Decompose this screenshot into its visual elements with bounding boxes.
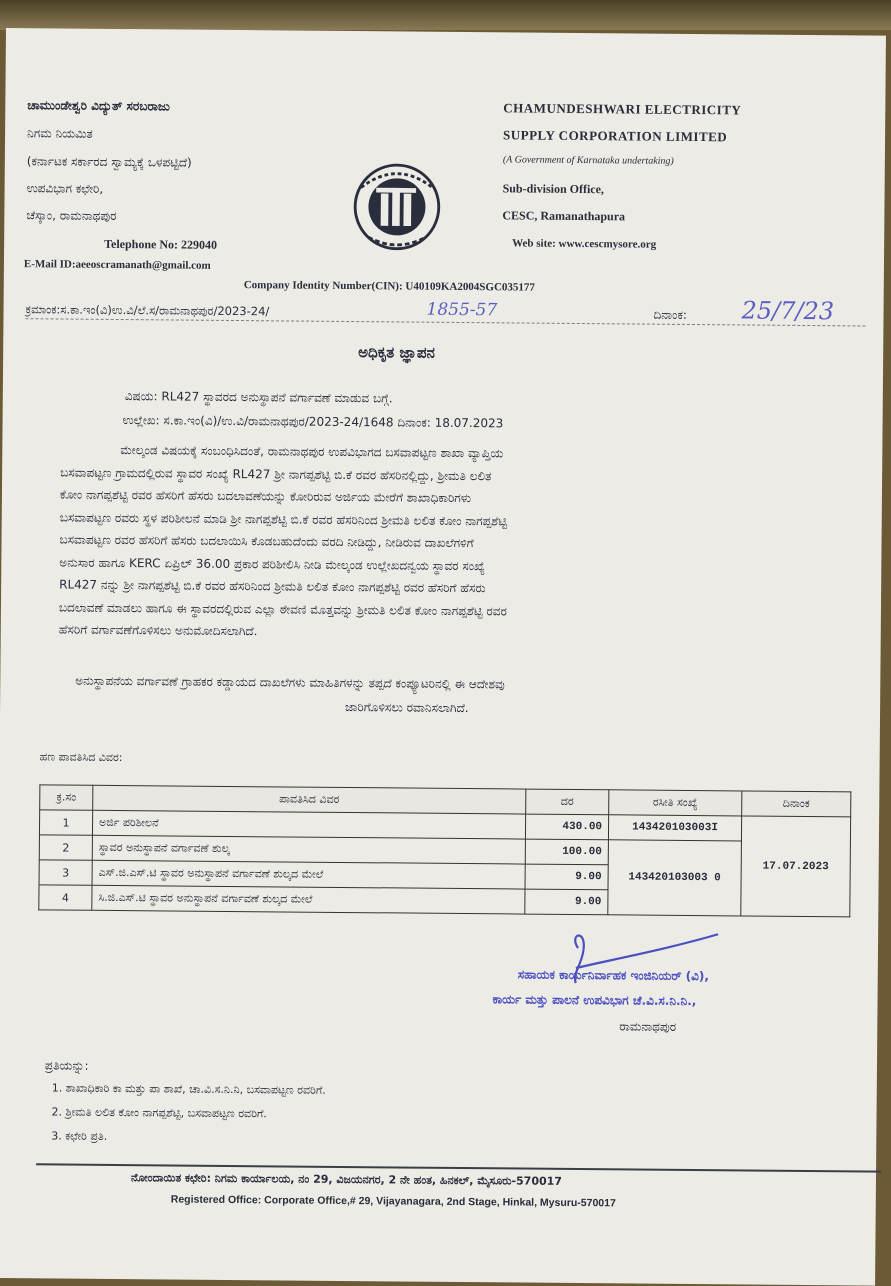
- handwritten-date: 25/7/23: [741, 296, 835, 326]
- col-header-amount: ದರ: [526, 789, 609, 815]
- copy-item: 2. ಶ್ರೀಮತಿ ಲಲಿತ ಕೋಂ ನಾಗಪ್ಪಶೆಟ್ಟಿ, ಬಸವಾಪಟ್ಟಣ ರವರಿಗೆ.: [51, 1105, 267, 1121]
- cesc-logo: [349, 159, 445, 255]
- cell-description: ಎಸ್.ಜಿ.ಎಸ್.ಟಿ ಸ್ಥಾವರ ಅನುಸ್ಥಾಪನೆ ವರ್ಗಾವಣೆ ಶುಲ್ಕದ ಮೇಲೆ: [92, 860, 525, 889]
- instruction-line-1: ಅನುಸ್ಥಾಪನೆಯ ವರ್ಗಾವಣೆ ಗ್ರಾಹಕರ ಕಡ್ಡಾಯದ ದಾಖಲೆಗಳು ಮಾಹಿತಿಗಳನ್ನು ತಪ್ಪದೆ ಕಂಪ್ಯೂಟರಿನಲ್ಲಿ ಈ ಆದೇಶವು: [75, 673, 505, 692]
- office-kannada: ಉಪವಿಭಾಗ ಕಛೇರಿ,: [26, 181, 104, 196]
- reference-number-line: ಕ್ರಮಾಂಕ:ಸ.ಕಾ.ಇಂ(ವಿ)ಉ.ವಿ/ಲೆ.ಸ/ರಾಮನಾಥಪುರ/2023-24/: [25, 302, 270, 319]
- table-caption: ಹಣ ಪಾವತಿಸಿದ ವಿವರ:: [39, 750, 123, 765]
- signature-place: ರಾಮನಾಥಪುರ: [619, 1019, 677, 1034]
- org-suffix-kannada: ನಿಗಮ ನಿಯಮಿತ: [27, 126, 93, 141]
- date-label: ದಿನಾಂಕ:: [653, 307, 688, 322]
- cell-amount: 100.00: [525, 839, 608, 865]
- footer-address-english: Registered Office: Corporate Office,# 29, Vijayanagara, 2nd Stage, Hinkal, Mysuru-570017: [170, 1193, 616, 1210]
- col-header-sl: ಕ್ರ.ಸಂ: [40, 785, 93, 810]
- reference-line: ಉಲ್ಲೇಖ: ಸ.ಕಾ.ಇಂ(ವಿ)/ಉ.ವಿ/ರಾಮನಾಥಪುರ/2023-24/1648 ದಿನಾಂಕ: 18.07.2023: [122, 413, 504, 431]
- cell-date: 17.07.2023: [741, 816, 851, 917]
- cell-receipt-merged: 143420103003 0: [608, 840, 742, 916]
- footer-address-kannada: ನೋಂದಾಯಿತ ಕಛೇರಿ: ನಿಗಮ ಕಾರ್ಯಾಲಯ, ನಂ 29, ವಿಜಯನಗರ, 2 ನೇ ಹಂತ, ಹಿನಕಲ್, ಮೈಸೂರು-570017: [130, 1171, 563, 1188]
- handwritten-ref-number: 1855-57: [426, 299, 498, 321]
- location-kannada: ಚೆಸ್ಕಾಂ, ರಾಮನಾಥಪುರ: [26, 208, 117, 223]
- office-english: Sub-division Office,: [502, 181, 605, 197]
- body-line: ಬಸವಾಪಟ್ಟಣ ಗ್ರಾಮದಲ್ಲಿರುವ ಸ್ಥಾವರ ಸಂಖ್ಯೆ RL427 ಶ್ರೀ ನಾಗಪ್ಪಶೆಟ್ಟಿ ಬಿ.ಕೆ ರವರ ಹೆಸರಿನಲ್ಲಿದ್ದು, ಶ್ರೀಮತಿ ಲಲಿತ: [60, 464, 492, 483]
- document-title: ಅಧಿಕೃತ ಜ್ಞಾಪನ: [358, 343, 435, 362]
- cell-description: ಸ್ಥಾವರ ಅನುಸ್ಥಾಪನೆ ವರ್ಗಾವಣೆ ಶುಲ್ಕ: [92, 835, 525, 864]
- website: Web site: www.cescmysore.org: [512, 237, 657, 251]
- telephone: Telephone No: 229040: [104, 236, 218, 252]
- photo-background: [0, 0, 891, 30]
- body-line: ಬದಲಾವಣೆ ಮಾಡಲು ಹಾಗೂ ಈ ಸ್ಥಾವರದಲ್ಲಿರುವ ಎಲ್ಲಾ ಠೇವಣಿ ಮೊತ್ತವನ್ನು ಶ್ರೀಮತಿ ಲಲಿತ ಕೋಂ ನಾಗಪ್ಪಶೆಟ್ಟಿ ರವರ: [58, 599, 507, 618]
- cell-amount: 430.00: [525, 814, 608, 840]
- org-govt-english: (A Government of Karnataka undertaking): [502, 154, 674, 167]
- col-header-description: ಪಾವತಿಸಿದ ವಿವರ: [93, 785, 526, 814]
- col-header-receipt: ರಸೀತಿ ಸಂಖ್ಯೆ: [609, 790, 742, 816]
- cell-sl: 3: [39, 860, 92, 885]
- copy-item: 3. ಕಛೇರಿ ಪ್ರತಿ.: [51, 1129, 108, 1143]
- copies-label: ಪ್ರತಿಯನ್ನು:: [44, 1058, 89, 1073]
- body-line: ಬಸವಾಪಟ್ಟಣ ರವರ ಹೆಸರಿಗೆ ಹೆಸರು ಬದಲಾಯಿಸಿ ಕೊಡಬಹುದೆಂದು ವರದಿ ನೀಡಿದ್ದು, ನೀಡಿರುವ ದಾಖಲೆಗಳಿಗೆ: [59, 532, 474, 551]
- cell-amount: 9.00: [525, 864, 608, 890]
- org-govt-kannada: (ಕರ್ನಾಟಕ ಸರ್ಕಾರದ ಸ್ವಾಮ್ಯಕ್ಕೆ ಒಳಪಟ್ಟಿದೆ): [26, 154, 192, 170]
- cell-sl: 4: [39, 885, 92, 910]
- email: E-Mail ID:aeeoscramanath@gmail.com: [23, 258, 211, 272]
- instruction-line-2: ಜಾರಿಗೊಳಿಸಲು ರವಾನಿಸಲಾಗಿದೆ.: [345, 699, 469, 716]
- cell-receipt: 143420103003I: [608, 815, 741, 841]
- org-name-english-2: SUPPLY CORPORATION LIMITED: [503, 127, 728, 145]
- cell-description: ಸಿ.ಜಿ.ಎಸ್.ಟಿ ಸ್ಥಾವರ ಅನುಸ್ಥಾಪನೆ ವರ್ಗಾವಣೆ ಶುಲ್ಕದ ಮೇಲೆ: [92, 885, 525, 914]
- subject-line: ವಿಷಯ: RL427 ಸ್ಥಾವರದ ಅನುಸ್ಥಾಪನೆ ವರ್ಗಾವಣೆ ಮಾಡುವ ಬಗ್ಗೆ.: [124, 389, 393, 406]
- location-english: CESC, Ramanathapura: [502, 208, 626, 224]
- body-line: ಮೇಲ್ಕಂಡ ವಿಷಯಕ್ಕೆ ಸಂಬಂಧಿಸಿದಂತೆ, ರಾಮನಾಥಪುರ ಉಪವಿಭಾಗದ ಬಸವಾಪಟ್ಟಣ ಶಾಖಾ ವ್ಯಾಪ್ತಿಯ: [120, 443, 504, 461]
- body-line: RL427 ನನ್ನು ಶ್ರೀ ನಾಗಪ್ಪಶೆಟ್ಟಿ ಬಿ.ಕೆ ರವರ ಹೆಸರಿನಿಂದ ಶ್ರೀಮತಿ ಲಲಿತ ಕೋಂ ನಾಗಪ್ಪಶೆಟ್ಟಿ ರವರ ಹೆಸರಿಗೆ ಹೆಸರು: [59, 577, 486, 596]
- body-paragraph: [59, 438, 851, 647]
- body-line: ಕೋಂ ನಾಗಪ್ಪಶೆಟ್ಟಿ ರವರ ಹೆಸರಿಗೆ ಹೆಸರು ಬದಲಾವಣೆಯನ್ನು ಕೋರಿರುವ ಅರ್ಜಿಯ ಮೇರೆಗೆ ಶಾಖಾಧಿಕಾರಿಗಳು: [59, 487, 472, 506]
- cell-description: ಅರ್ಜಿ ಪರಿಶೀಲನೆ: [92, 810, 525, 839]
- cell-sl: 2: [39, 835, 92, 860]
- payment-table: [38, 784, 851, 917]
- body-line: ಹೆಸರಿಗೆ ವರ್ಗಾವಣೆಗೊಳಿಸಲು ಅನುಮೋದಿಸಲಾಗಿದೆ.: [58, 622, 258, 639]
- body-line: ಅನುಸಾರ ಹಾಗೂ KERC ಏಪ್ರಿಲ್ 36.00 ಪ್ರಕಾರ ಪರಿಶೀಲಿಸಿ ನೀಡಿ ಮೇಲ್ಕಂಡ ಉಲ್ಲೇಖದನ್ವಯ ಸ್ಥಾವರ ಸಂಖ್ಯೆ: [59, 554, 485, 573]
- org-name-english-1: CHAMUNDESHWARI ELECTRICITY: [503, 100, 742, 118]
- copy-item: 1. ಶಾಖಾಧಿಕಾರಿ ಕಾ ಮತ್ತು ಪಾ ಶಾಖೆ, ಚಾ.ವಿ.ಸ.ನಿ.ನಿ, ಬಸವಾಪಟ್ಟಣ ರವರಿಗೆ.: [51, 1081, 326, 1097]
- cell-amount: 9.00: [525, 889, 608, 915]
- body-line: ಬಸವಾಪಟ್ಟಣ ರವರು ಸ್ಥಳ ಪರಿಶೀಲನೆ ಮಾಡಿ ಶ್ರೀ ನಾಗಪ್ಪಶೆಟ್ಟಿ ಬಿ.ಕೆ ರವರ ಹೆಸರಿನಿಂದ ಶ್ರೀಮತಿ ಲಲಿತ ಕೋಂ ನಾಗಪ್ಪಶೆಟ್ಟಿ: [59, 509, 508, 528]
- col-header-date: ದಿನಾಂಕ: [742, 791, 851, 817]
- company-cin: Company Identity Number(CIN): U40109KA2004SGC035177: [243, 279, 536, 294]
- org-name-kannada: ಚಾಮುಂಡೇಶ್ವರಿ ವಿದ್ಯುತ್ ಸರಬರಾಜು: [27, 98, 170, 114]
- document-page: [0, 28, 886, 1286]
- signature-designation: ಸಹಾಯಕ ಕಾರ್ಯನಿರ್ವಾಹಕ ಇಂಜಿನಿಯರ್ (ವಿ),: [517, 967, 709, 984]
- signature-office: ಕಾರ್ಯ ಮತ್ತು ಪಾಲನೆ ಉಪವಿಭಾಗ ಚೆ.ವಿ.ಸ.ನಿ.ನಿ.,: [492, 992, 697, 1009]
- cell-sl: 1: [39, 810, 92, 835]
